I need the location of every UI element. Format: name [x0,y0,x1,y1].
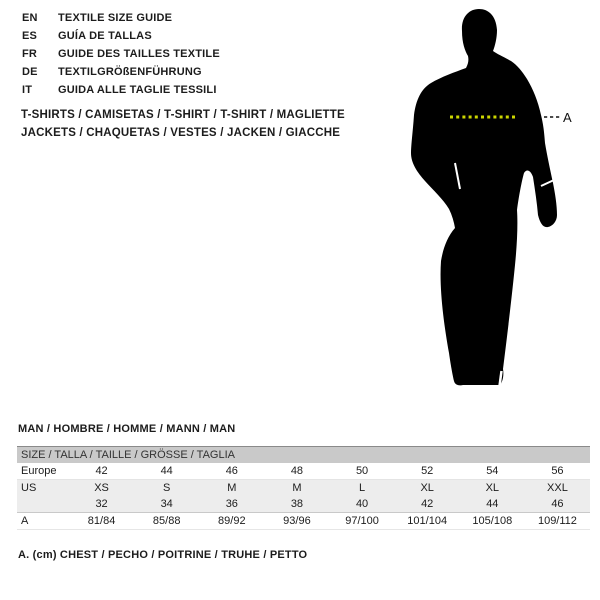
language-code: DE [22,66,38,78]
size-cell: 42 [421,498,434,510]
size-cell: 89/92 [218,515,246,527]
language-code: IT [22,84,33,96]
size-cell: 50 [355,465,369,477]
size-cell: 54 [486,465,499,477]
section-title: MAN / HOMBRE / HOMME / MANN / MAN [18,423,236,435]
size-cell: 105/108 [472,515,513,527]
language-row [22,27,220,45]
size-cell: 101/104 [407,515,448,527]
language-row [22,63,220,81]
size-cell: 109/112 [537,515,577,527]
table-row-chest [17,513,590,530]
category-line-jackets: JACKETS / CHAQUETAS / VESTES / JACKEN / GIACCHE [21,127,341,139]
size-cell: XXL [547,482,568,494]
size-cell: M [292,482,302,494]
size-cell: 42 [95,465,108,477]
language-row [22,45,220,63]
size-cell: XS [94,482,109,494]
size-cell: 44 [486,498,499,510]
language-row [22,9,220,27]
language-code: ES [22,30,38,42]
table-row-numeric [17,496,590,513]
row-label: US [21,482,37,494]
row-label: Europe [21,465,57,477]
size-cell: XL [485,482,500,494]
table-row-us [17,480,590,497]
size-cell: 93/96 [283,515,311,527]
size-cell: 32 [95,498,108,510]
size-figure [405,5,580,395]
row-label: A [21,515,29,527]
size-cell: XL [420,482,434,494]
language-label: TEXTILGRÖßENFÜHRUNG [58,66,202,78]
language-label: GUIDE DES TAILLES TEXTILE [58,48,220,60]
size-table-header: SIZE / TALLA / TAILLE / GRÖSSE / TAGLIA [17,447,590,464]
man-silhouette-shape [411,9,557,385]
language-label: GUIDA ALLE TAGLIE TESSILI [58,84,217,96]
size-cell: 56 [551,465,564,477]
size-cell: M [227,482,237,494]
size-cell: 48 [290,465,304,477]
size-cell: 44 [160,465,173,477]
size-table [17,446,590,530]
category-line-tshirts: T-SHIRTS / CAMISETAS / T-SHIRT / T-SHIRT / MAGLIETTE [21,109,345,121]
language-label: TEXTILE SIZE GUIDE [58,12,173,24]
size-table-header-row [17,447,590,464]
man-silhouette [405,5,580,395]
size-cell: S [163,482,171,494]
size-cell: 36 [225,498,238,510]
category-lines [21,106,345,142]
size-cell: 81/84 [87,515,116,527]
size-cell: 85/88 [152,515,181,527]
size-cell: 97/100 [345,515,379,527]
table-row-europe [17,463,590,480]
language-list [22,9,220,99]
measurement-label-a: A [563,110,572,125]
language-code: FR [22,48,38,60]
size-cell: 34 [160,498,173,510]
size-cell: L [359,482,366,494]
size-cell: 40 [355,498,369,510]
size-cell: 46 [551,498,564,510]
row-label [17,496,69,513]
size-cell: 38 [290,498,304,510]
language-label: GUÍA DE TALLAS [58,30,152,42]
footnote: A. (cm) CHEST / PECHO / POITRINE / TRUHE / PETTO [18,549,308,561]
language-code: EN [22,12,38,24]
language-row [22,81,220,99]
size-cell: 46 [225,465,238,477]
size-cell: 52 [421,465,434,477]
